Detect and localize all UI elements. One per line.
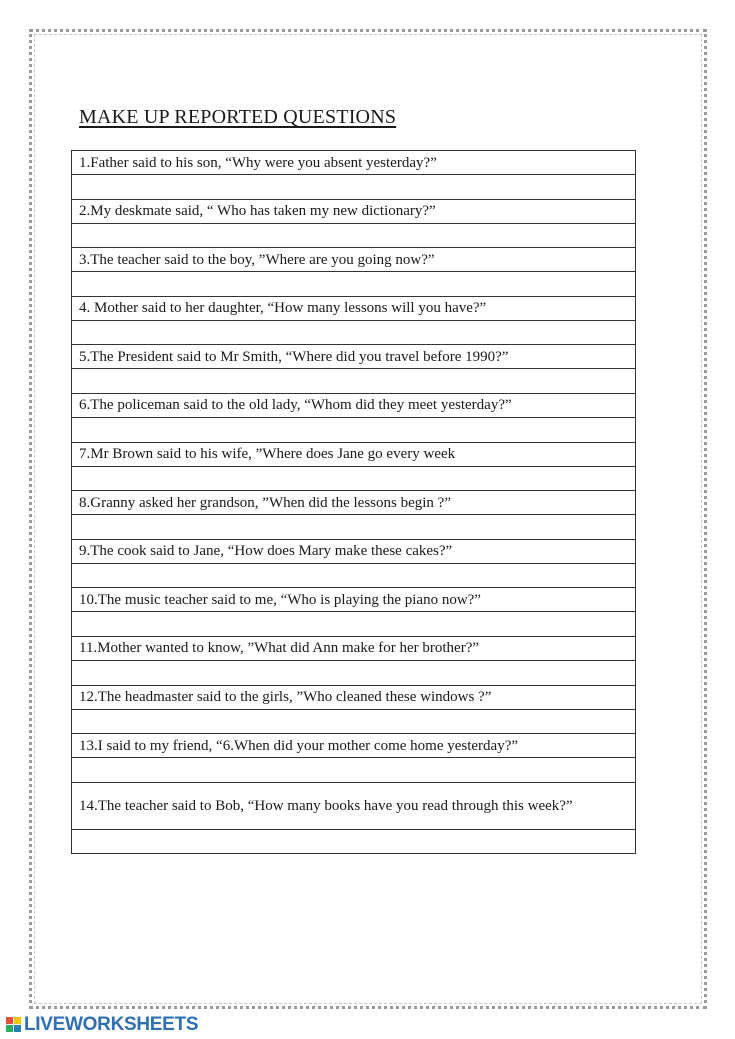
answer-field[interactable] — [72, 223, 636, 248]
answer-row[interactable] — [72, 417, 636, 442]
answer-row[interactable] — [72, 563, 636, 588]
answer-row[interactable] — [72, 829, 636, 854]
answer-field[interactable] — [72, 829, 636, 854]
question-text: 6.The policeman said to the old lady, “Whom did they meet yesterday?” — [72, 393, 636, 417]
answer-field[interactable] — [72, 515, 636, 540]
question-text: 3.The teacher said to the boy, ”Where are you going now?” — [72, 248, 636, 272]
liveworksheets-brand[interactable] — [6, 1015, 198, 1035]
answer-row[interactable] — [72, 660, 636, 685]
answer-field[interactable] — [72, 660, 636, 685]
question-text: 8.Granny asked her grandson, ”When did the lessons begin ?” — [72, 491, 636, 515]
question-row — [72, 685, 636, 709]
liveworksheets-logo-icon — [6, 1017, 22, 1033]
brand-name: LIVEWORKSHEETS — [24, 1014, 199, 1035]
answer-row[interactable] — [72, 612, 636, 637]
question-row — [72, 151, 636, 175]
worksheet-title: MAKE UP REPORTED QUESTIONS — [79, 106, 397, 128]
question-text: 10.The music teacher said to me, “Who is playing the piano now?” — [72, 588, 636, 612]
question-text: 4. Mother said to her daughter, “How many lessons will you have?” — [72, 296, 636, 320]
question-row — [72, 248, 636, 272]
question-text: 2.My deskmate said, “ Who has taken my new dictionary?” — [72, 199, 636, 223]
question-row — [72, 588, 636, 612]
answer-field[interactable] — [72, 466, 636, 491]
question-text: 9.The cook said to Jane, “How does Mary make these cakes?” — [72, 539, 636, 563]
question-row — [72, 393, 636, 417]
question-row — [72, 491, 636, 515]
answer-row[interactable] — [72, 272, 636, 297]
answer-field[interactable] — [72, 417, 636, 442]
question-row — [72, 442, 636, 466]
question-text: 7.Mr Brown said to his wife, ”Where does Jane go every week — [72, 442, 636, 466]
answer-row[interactable] — [72, 369, 636, 394]
question-row — [72, 539, 636, 563]
question-row — [72, 734, 636, 758]
answer-row[interactable] — [72, 709, 636, 734]
answer-row[interactable] — [72, 466, 636, 491]
question-row — [72, 636, 636, 660]
question-row — [72, 782, 636, 829]
answer-field[interactable] — [72, 369, 636, 394]
question-row — [72, 296, 636, 320]
answer-field[interactable] — [72, 563, 636, 588]
answer-field[interactable] — [72, 612, 636, 637]
question-text: 1.Father said to his son, “Why were you absent yesterday?” — [72, 151, 636, 175]
answer-row[interactable] — [72, 175, 636, 200]
answer-field[interactable] — [72, 709, 636, 734]
answer-field[interactable] — [72, 758, 636, 783]
question-text: 5.The President said to Mr Smith, “Where did you travel before 1990?” — [72, 345, 636, 369]
question-text: 11.Mother wanted to know, ”What did Ann make for her brother?” — [72, 636, 636, 660]
answer-field[interactable] — [72, 175, 636, 200]
question-text: 14.The teacher said to Bob, “How many books have you read through this week?” — [72, 782, 636, 829]
question-row — [72, 199, 636, 223]
question-text: 13.I said to my friend, “6.When did your mother come home yesterday?” — [72, 734, 636, 758]
answer-field[interactable] — [72, 320, 636, 345]
answer-row[interactable] — [72, 758, 636, 783]
answer-row[interactable] — [72, 320, 636, 345]
questions-table — [71, 150, 636, 854]
answer-row[interactable] — [72, 515, 636, 540]
answer-field[interactable] — [72, 272, 636, 297]
answer-row[interactable] — [72, 223, 636, 248]
question-row — [72, 345, 636, 369]
question-text: 12.The headmaster said to the girls, ”Who cleaned these windows ?” — [72, 685, 636, 709]
